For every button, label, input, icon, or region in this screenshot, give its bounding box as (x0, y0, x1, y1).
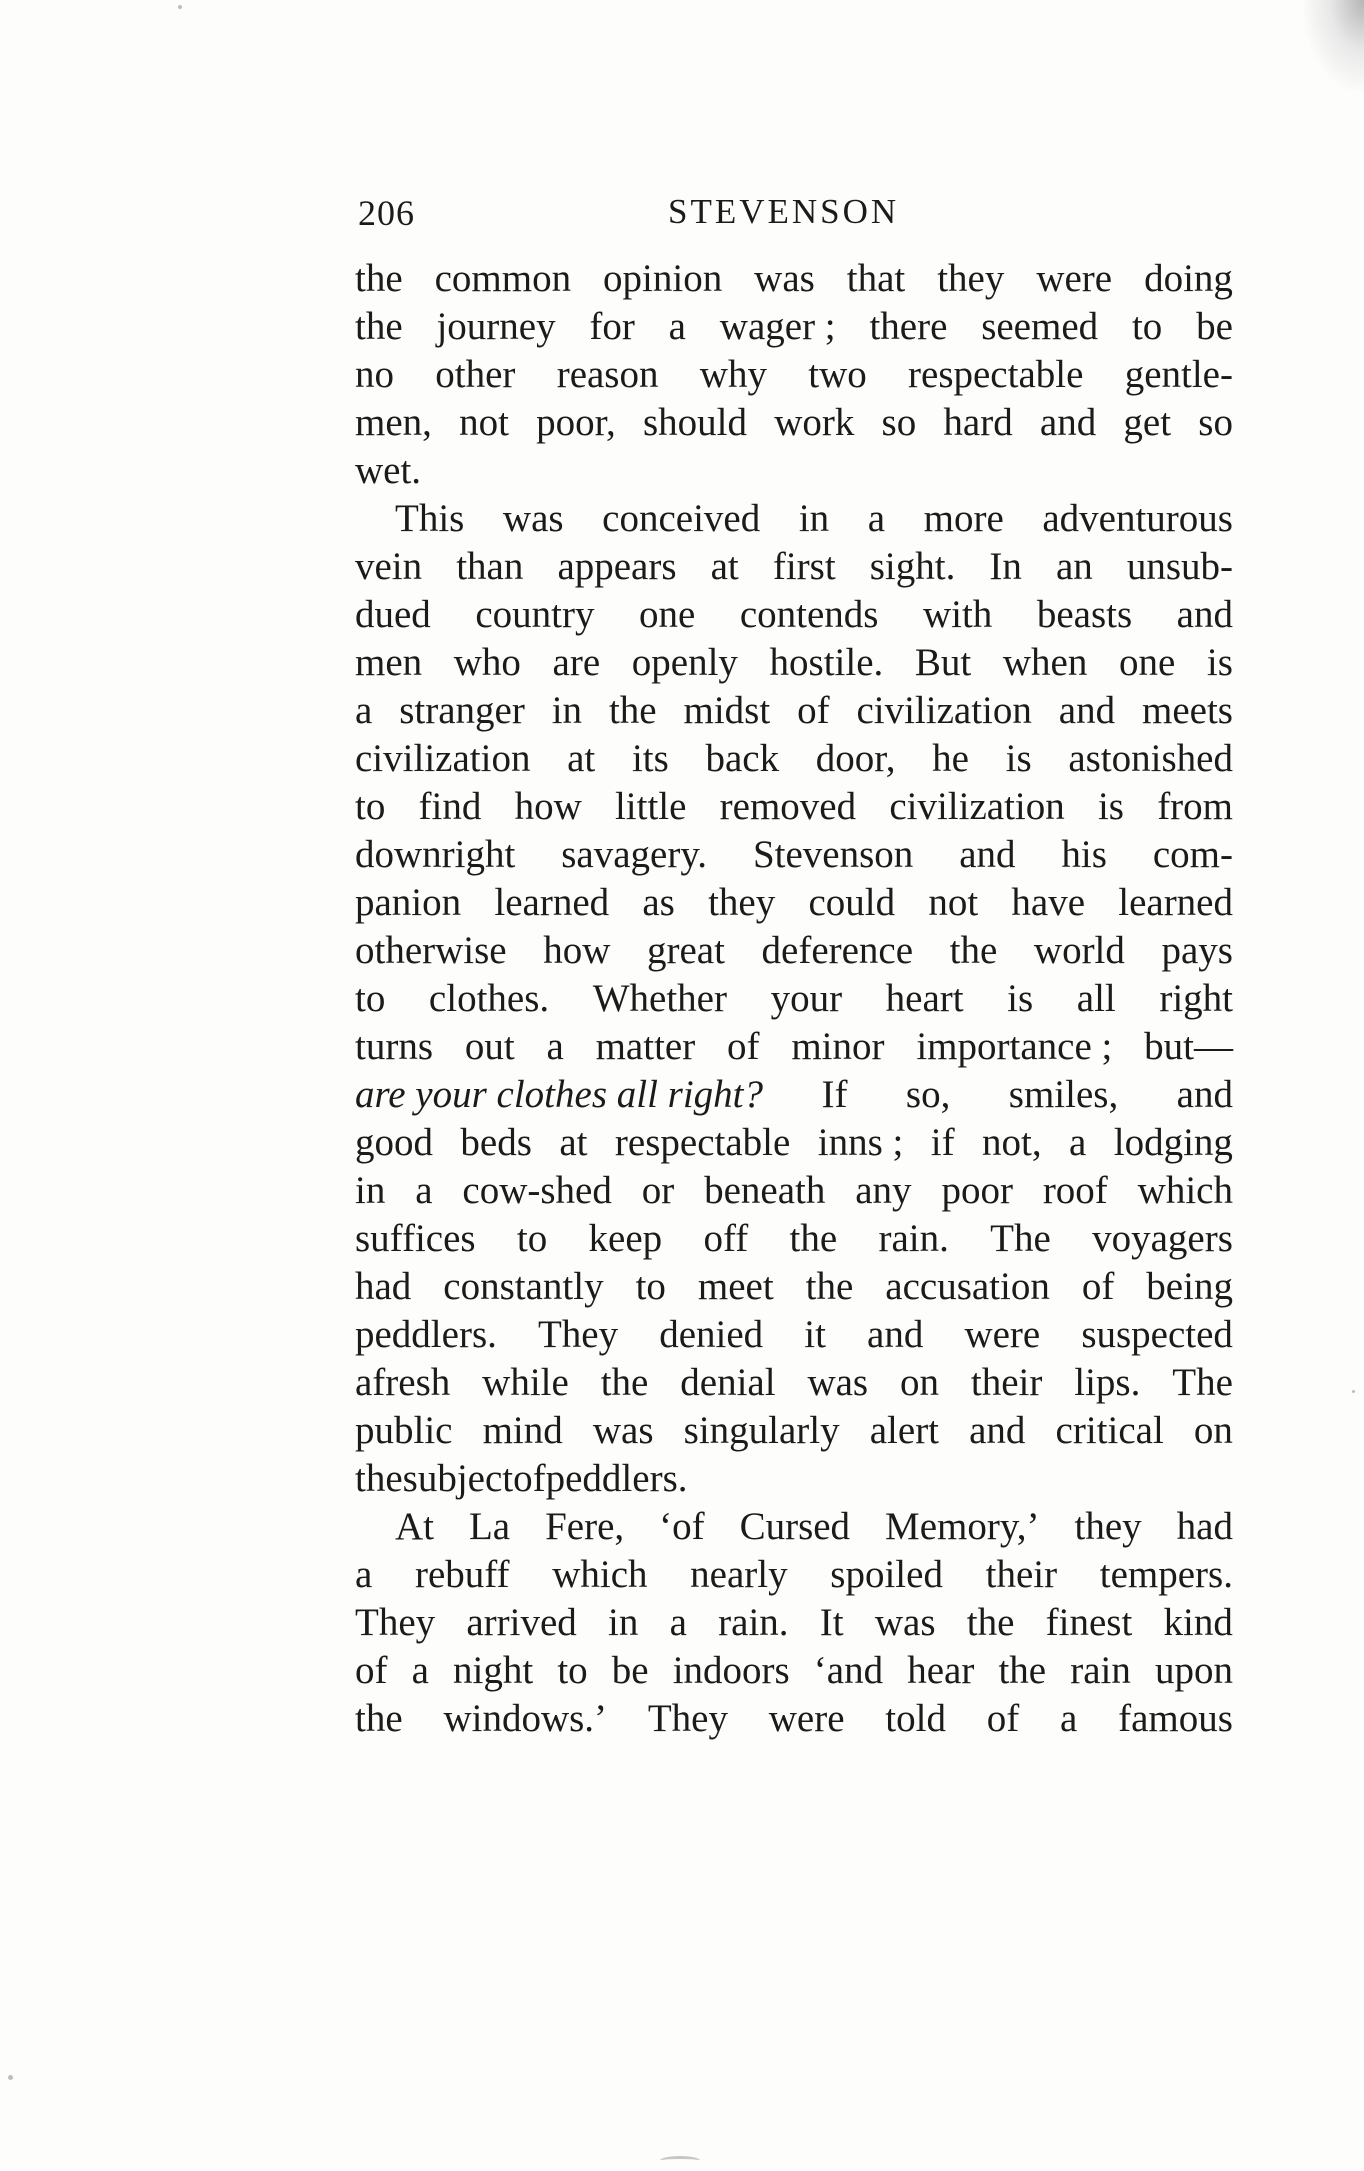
word: were (964, 1313, 1041, 1356)
word: how (514, 785, 582, 828)
word: be (1196, 305, 1233, 348)
word: They (355, 1601, 436, 1644)
word: civilization (889, 785, 1065, 828)
word: all (1076, 977, 1116, 1020)
word: kind (1163, 1601, 1233, 1644)
text-line (355, 1263, 1233, 1311)
word: was (874, 1601, 936, 1644)
word: They (537, 1313, 619, 1356)
word: to (557, 1649, 588, 1692)
text-line (355, 1359, 1233, 1407)
word: In (989, 545, 1022, 588)
word: suffices (355, 1217, 476, 1260)
word: their (985, 1553, 1058, 1596)
word: any (855, 1169, 912, 1212)
word: than (456, 545, 524, 588)
word: midst (683, 689, 771, 732)
word: stranger (399, 689, 525, 732)
word: the (355, 305, 403, 348)
word: heart (885, 977, 964, 1020)
word: rain. (718, 1601, 789, 1644)
word: two (808, 353, 867, 396)
word: and (1176, 593, 1233, 636)
word: alert (869, 1409, 940, 1452)
word: with (922, 593, 993, 636)
text-line (355, 639, 1233, 687)
word: gentle- (1124, 353, 1233, 396)
word: vein (355, 545, 423, 588)
paper-speck (1352, 1390, 1355, 1393)
text-line (355, 783, 1233, 831)
word: of (1081, 1265, 1115, 1308)
word: in (355, 1169, 386, 1212)
word: if (930, 1121, 955, 1164)
word: constantly (443, 1265, 604, 1308)
word: in (608, 1601, 639, 1644)
word: astonished (1068, 737, 1233, 780)
word: right (1159, 977, 1233, 1020)
word: conceived (602, 497, 761, 540)
word: hostile. (769, 641, 884, 684)
word: unsub- (1126, 545, 1233, 588)
word: is (1097, 785, 1124, 828)
text-line (355, 543, 1233, 591)
word: the (355, 1457, 403, 1500)
word: singularly (683, 1409, 840, 1452)
word: at (559, 1121, 588, 1164)
word: civilization (355, 737, 531, 780)
word: journey (436, 305, 556, 348)
word: he (932, 737, 969, 780)
word: spoiled (830, 1553, 943, 1596)
word: smiles, (1008, 1073, 1119, 1116)
word: peddlers. (545, 1457, 688, 1500)
word: common (434, 257, 572, 300)
text-line (355, 1119, 1233, 1167)
word: beneath (704, 1169, 826, 1212)
word: men (355, 641, 423, 684)
text-line (355, 351, 1233, 399)
word: which (1137, 1169, 1233, 1212)
word: sight. (869, 545, 956, 588)
word: voyagers (1092, 1217, 1233, 1260)
word: should (643, 401, 748, 444)
word: the (949, 929, 998, 972)
word: lips. (1074, 1361, 1141, 1404)
word: of (797, 689, 830, 732)
word: arrived (466, 1601, 577, 1644)
word: turns (355, 1025, 433, 1068)
word: or (641, 1169, 675, 1212)
word: no (355, 353, 394, 396)
text-line (355, 975, 1233, 1023)
word: had (355, 1265, 412, 1308)
word: the (608, 689, 657, 732)
word: mind (482, 1409, 563, 1452)
word: Memory,’ (885, 1505, 1040, 1548)
word: not, (982, 1121, 1042, 1164)
word: Whether (592, 977, 727, 1020)
word: tempers. (1099, 1553, 1233, 1596)
word: They (647, 1697, 728, 1740)
word: poor (941, 1169, 1013, 1212)
word: of (986, 1697, 1020, 1740)
word: contends (739, 593, 879, 636)
word: off (703, 1217, 749, 1260)
corner-smudge (1304, 0, 1364, 90)
word: meets (1142, 689, 1233, 732)
word: men, (355, 401, 432, 444)
word: out (464, 1025, 515, 1068)
word: accusation (885, 1265, 1050, 1308)
word: and (1039, 401, 1097, 444)
word: respectable (908, 353, 1084, 396)
word: wet. (355, 449, 422, 492)
word: their (970, 1361, 1043, 1404)
word: Stevenson (752, 833, 914, 876)
word: learned (1118, 881, 1233, 924)
word: This (395, 497, 465, 540)
word: is (1005, 737, 1032, 780)
word: how (543, 929, 611, 972)
word: they (1074, 1505, 1142, 1548)
word: rain (1070, 1649, 1131, 1692)
word: the (600, 1361, 649, 1404)
text-line (355, 255, 1233, 303)
word: The (990, 1217, 1051, 1260)
text-line (355, 1599, 1233, 1647)
running-head (358, 182, 1230, 242)
word: for (589, 305, 635, 348)
word: otherwise (355, 929, 507, 972)
word: denial (680, 1361, 776, 1404)
word: dued (355, 593, 431, 636)
word: the (355, 257, 403, 300)
word: com- (1152, 833, 1233, 876)
word: and (1058, 689, 1116, 732)
word: on (900, 1361, 939, 1404)
word: matter (595, 1025, 696, 1068)
word: one (1118, 641, 1176, 684)
word: Cursed (739, 1505, 851, 1548)
word: are your clothes all right? (355, 1073, 764, 1116)
word: suspected (1081, 1313, 1233, 1356)
word: wager ; (719, 305, 836, 348)
text-line (355, 1023, 1233, 1071)
word: subject (402, 1457, 514, 1500)
word: adventurous (1042, 497, 1233, 540)
word: rain. (878, 1217, 949, 1260)
word: which (552, 1553, 648, 1596)
text-line (355, 399, 1233, 447)
text-line (355, 1551, 1233, 1599)
word: who (453, 641, 521, 684)
word: of (727, 1025, 760, 1068)
word: appears (557, 545, 677, 588)
word: a (867, 497, 886, 540)
paper-speck (178, 5, 182, 9)
word: beds (460, 1121, 532, 1164)
word: the (355, 1697, 403, 1740)
word: as (642, 881, 675, 924)
word: openly (631, 641, 738, 684)
word: respectable (614, 1121, 791, 1164)
word: told (885, 1697, 946, 1740)
text-line (355, 1215, 1233, 1263)
word: a (411, 1649, 429, 1692)
word: and (1176, 1073, 1233, 1116)
word: importance ; (916, 1025, 1113, 1068)
word: cow-shed (462, 1169, 612, 1212)
word: a (1060, 1697, 1078, 1740)
text-line (355, 1647, 1233, 1695)
word: a (546, 1025, 564, 1068)
word: is (1007, 977, 1034, 1020)
word: were (768, 1697, 845, 1740)
word: they (708, 881, 776, 924)
word: from (1157, 785, 1233, 828)
word: of (355, 1649, 388, 1692)
word: world (1033, 929, 1125, 972)
word: at (710, 545, 739, 588)
word: find (418, 785, 482, 828)
word: to (355, 785, 386, 828)
text-line (355, 831, 1233, 879)
word: La (468, 1505, 511, 1548)
word: civilization (856, 689, 1032, 732)
word: could (808, 881, 896, 924)
word: learned (494, 881, 610, 924)
text-line (355, 735, 1233, 783)
word: had (1176, 1505, 1233, 1548)
word: a (355, 689, 373, 732)
word: was (502, 497, 564, 540)
word: But (914, 641, 972, 684)
body-text (355, 255, 1233, 1743)
word: a (1069, 1121, 1087, 1164)
word: clothes. (428, 977, 550, 1020)
word: be (611, 1649, 649, 1692)
word: so (1198, 401, 1233, 444)
word: seemed (981, 305, 1099, 348)
word: and (959, 833, 1016, 876)
word: your (770, 977, 843, 1020)
word: the (789, 1217, 838, 1260)
running-title: STEVENSON (668, 192, 900, 231)
word: that (846, 257, 906, 300)
word: famous (1118, 1697, 1233, 1740)
text-line (355, 1167, 1233, 1215)
word: was (807, 1361, 869, 1404)
word: nearly (690, 1553, 788, 1596)
word: It (819, 1601, 844, 1644)
word: peddlers. (355, 1313, 497, 1356)
word: in (798, 497, 830, 540)
word: lodging (1113, 1121, 1233, 1164)
text-line (355, 495, 1233, 543)
text-line (355, 687, 1233, 735)
text-line (355, 1455, 1233, 1503)
word: meet (697, 1265, 774, 1308)
word: to (355, 977, 386, 1020)
word: great (646, 929, 725, 972)
text-line (355, 591, 1233, 639)
word: country (475, 593, 595, 636)
text-line (355, 1071, 1233, 1119)
word: were (1036, 257, 1113, 300)
word: savagery. (561, 833, 708, 876)
word: an (1055, 545, 1093, 588)
word: work (774, 401, 855, 444)
paper-speck (8, 2075, 13, 2080)
word: why (699, 353, 767, 396)
word: it (804, 1313, 826, 1356)
text-line (355, 1503, 1233, 1551)
word: upon (1154, 1649, 1233, 1692)
word: but— (1144, 1025, 1233, 1068)
word: first (772, 545, 836, 588)
word: to (635, 1265, 666, 1308)
word: there (869, 305, 948, 348)
word: hard (943, 401, 1013, 444)
word: and (969, 1409, 1026, 1452)
word: its (631, 737, 669, 780)
word: on (1193, 1409, 1233, 1452)
word: a (668, 305, 686, 348)
word: rebuff (414, 1553, 510, 1596)
word: night (453, 1649, 534, 1692)
word: more (923, 497, 1004, 540)
bottom-mark (660, 2156, 700, 2165)
word: indoors (672, 1649, 790, 1692)
word: of (513, 1457, 546, 1500)
word: ‘of (659, 1505, 705, 1548)
word: doing (1144, 257, 1233, 300)
word: little (614, 785, 687, 828)
word: not (459, 401, 509, 444)
word: back (705, 737, 780, 780)
word: Fere, (545, 1505, 625, 1548)
word: The (1172, 1361, 1233, 1404)
text-line (355, 447, 1233, 495)
word: windows.’ (443, 1697, 608, 1740)
word: a (415, 1169, 433, 1212)
page-number: 206 (358, 193, 415, 233)
word: good (355, 1121, 433, 1164)
word: other (435, 353, 516, 396)
word: public (355, 1409, 453, 1452)
word: pays (1161, 929, 1233, 972)
word: door, (815, 737, 896, 780)
word: in (551, 689, 583, 732)
word: critical (1055, 1409, 1164, 1452)
text-line (355, 1311, 1233, 1359)
word: afresh (355, 1361, 451, 1404)
word: panion (355, 881, 462, 924)
word: and (867, 1313, 924, 1356)
word: the (966, 1601, 1015, 1644)
word: roof (1042, 1169, 1108, 1212)
word: reason (556, 353, 659, 396)
word: not (928, 881, 979, 924)
word: hear (907, 1649, 975, 1692)
word: a (355, 1553, 373, 1596)
text-line (355, 303, 1233, 351)
word: was (754, 257, 815, 300)
word: to (1131, 305, 1163, 348)
word: a (669, 1601, 687, 1644)
word: the (805, 1265, 854, 1308)
word: beasts (1036, 593, 1133, 636)
word: they (937, 257, 1005, 300)
word: At (395, 1505, 434, 1548)
word: is (1206, 641, 1233, 684)
word: poor, (536, 401, 616, 444)
text-line (355, 879, 1233, 927)
word: denied (659, 1313, 764, 1356)
text-line (355, 1407, 1233, 1455)
word: ‘and (813, 1649, 884, 1692)
word: deference (761, 929, 914, 972)
word: are (552, 641, 601, 684)
word: was (592, 1409, 654, 1452)
word: being (1146, 1265, 1233, 1308)
text-line (355, 927, 1233, 975)
word: to (516, 1217, 548, 1260)
word: at (567, 737, 596, 780)
text-line (355, 1695, 1233, 1743)
word: removed (719, 785, 857, 828)
word: have (1011, 881, 1086, 924)
word: the (998, 1649, 1047, 1692)
word: opinion (603, 257, 723, 300)
word: finest (1045, 1601, 1133, 1644)
word: downright (355, 833, 516, 876)
word: so (881, 401, 917, 444)
word: his (1061, 833, 1107, 876)
word: inns ; (817, 1121, 904, 1164)
word: so, (905, 1073, 951, 1116)
word: keep (588, 1217, 663, 1260)
word: If (821, 1073, 848, 1116)
word: while (482, 1361, 569, 1404)
word: when (1002, 641, 1088, 684)
word: get (1123, 401, 1172, 444)
word: one (638, 593, 696, 636)
word: minor (791, 1025, 885, 1068)
